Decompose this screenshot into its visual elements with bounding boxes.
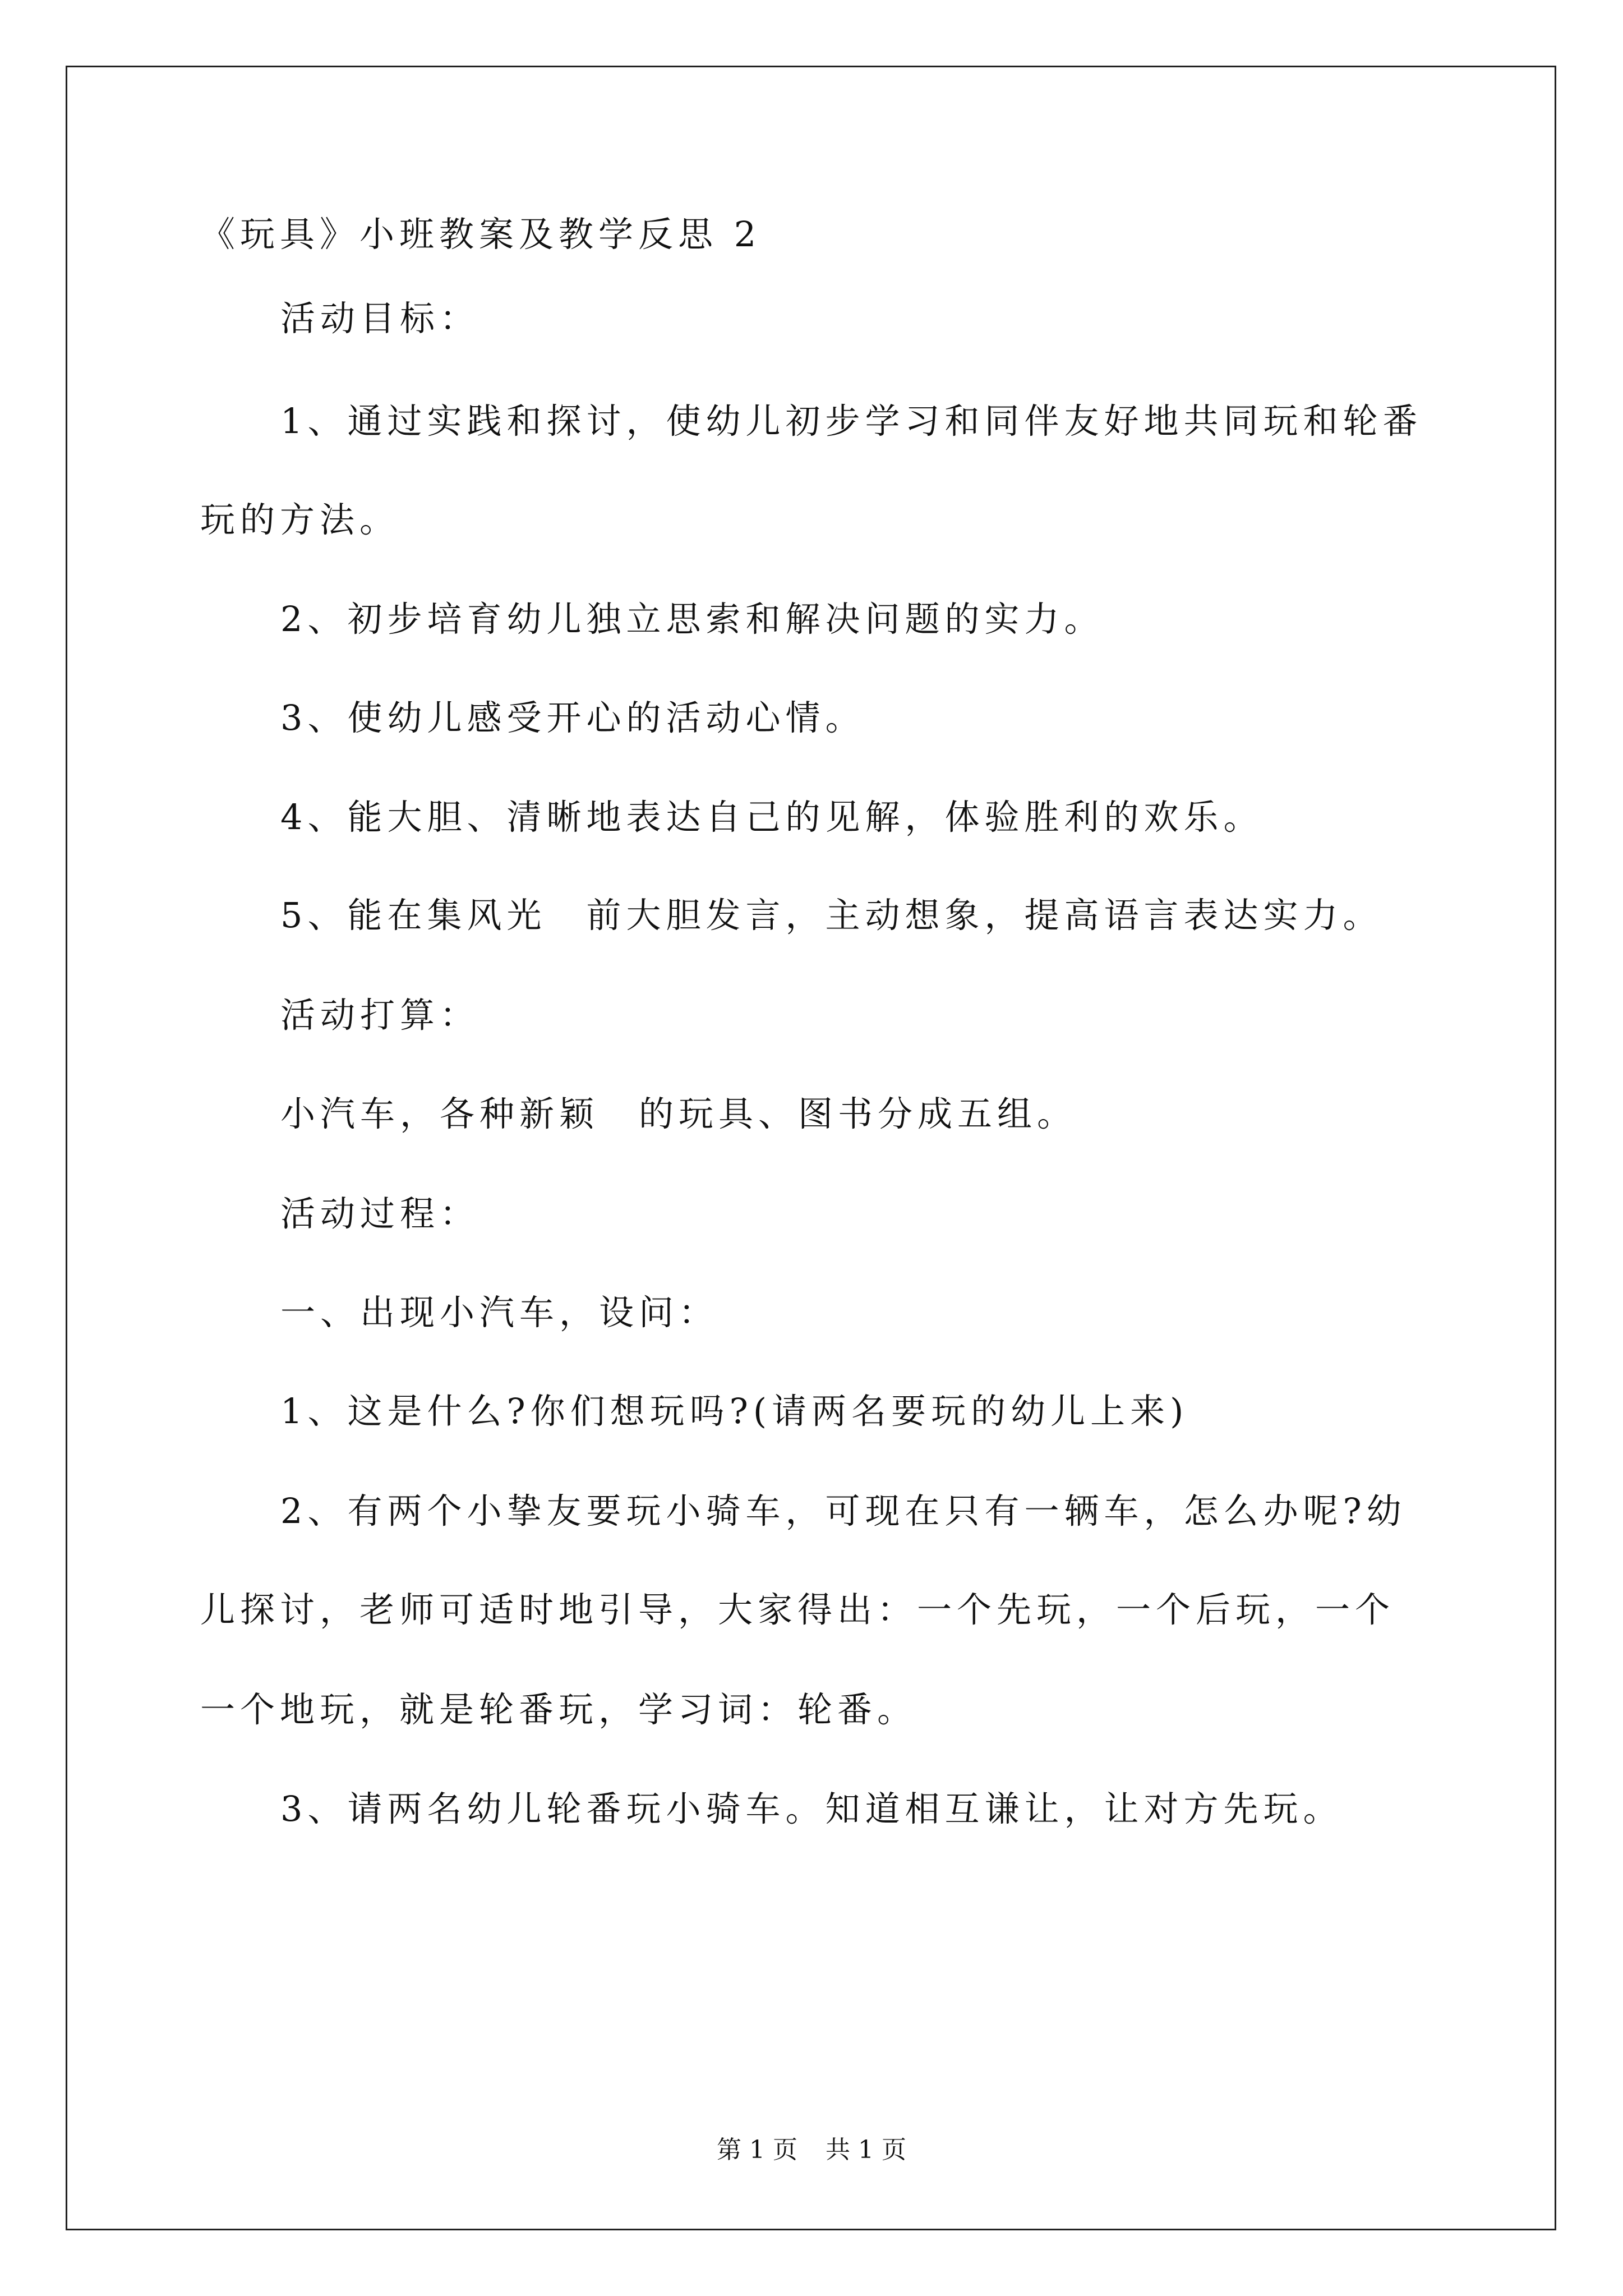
paragraph-line: 小汽车，各种新颖 的玩具、图书分成五组。: [280, 1093, 1077, 1134]
page-number: 第 1 页: [717, 2136, 797, 2164]
page-footer: [0, 2134, 1623, 2166]
paragraph-line: 3、请两名幼儿轮番玩小骑车。知道相互谦让，让对方先玩。: [280, 1788, 1343, 1829]
paragraph-line: 儿探讨，老师可适时地引导，大家得出：一个先玩，一个后玩，一个: [200, 1589, 1395, 1630]
page-border: [66, 66, 1556, 2230]
paragraph-line: 玩的方法。: [200, 499, 400, 540]
paragraph-line: 2、有两个小挚友要玩小骑车，可现在只有一辆车，怎么办呢?幼: [280, 1490, 1407, 1531]
paragraph-line: 1、这是什么?你们想玩吗?(请两名要玩的幼儿上来): [280, 1391, 1189, 1432]
paragraph-line: 一个地玩，就是轮番玩，学习词：轮番。: [200, 1689, 917, 1730]
paragraph-line: 3、使幼儿感受开心的活动心情。: [280, 697, 865, 738]
paragraph-line: 活动打算：: [280, 995, 480, 1036]
paragraph-line: 活动过程：: [280, 1193, 480, 1234]
paragraph-line: 一、出现小汽车，设问：: [280, 1292, 719, 1333]
paragraph-line: 5、能在集风光 前大胆发言，主动想象，提高语言表达实力。: [280, 895, 1383, 936]
paragraph-line: 活动目标：: [280, 298, 480, 339]
document-title: 《玩具》小班教案及教学反思 2: [200, 214, 762, 255]
page-total: 共 1 页: [826, 2136, 906, 2164]
paragraph-line: 4、能大胆、清晰地表达自己的见解，体验胜利的欢乐。: [280, 797, 1264, 838]
paragraph-line: 1、通过实践和探讨，使幼儿初步学习和同伴友好地共同玩和轮番: [280, 401, 1423, 441]
paragraph-line: 2、初步培育幼儿独立思索和解决问题的实力。: [280, 599, 1104, 639]
